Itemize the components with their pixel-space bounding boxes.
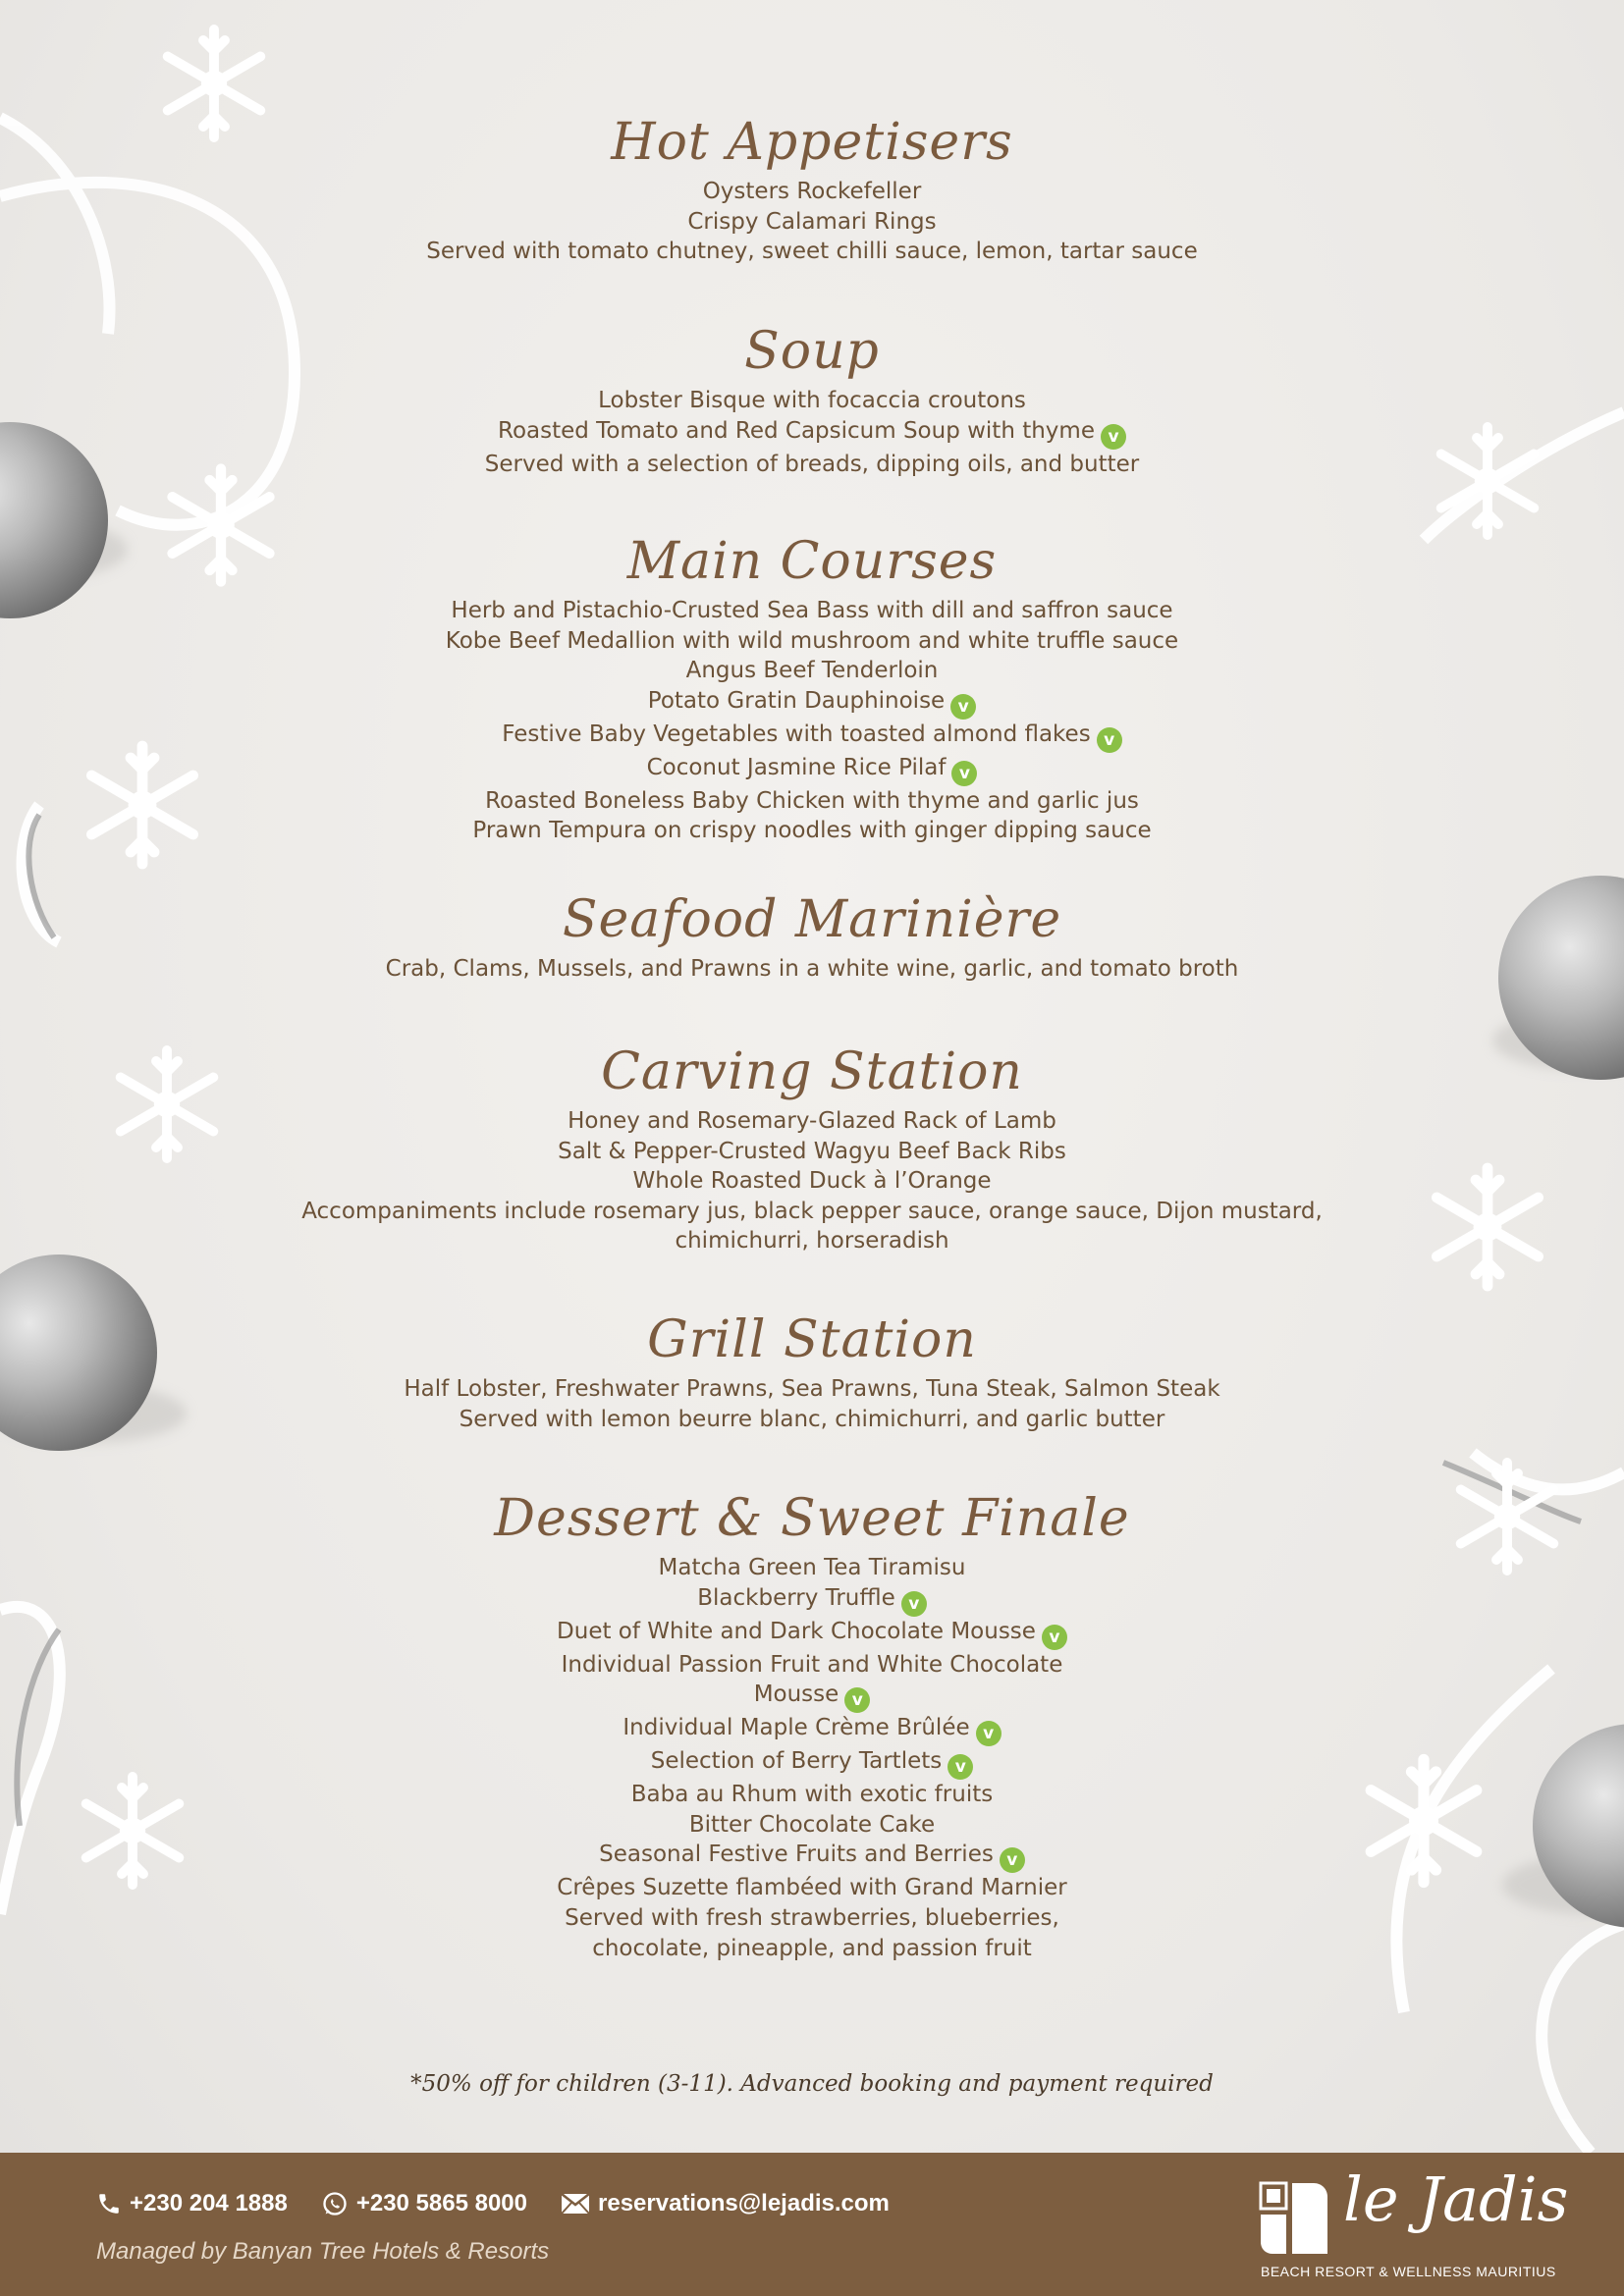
section-heading: Main Courses: [626, 532, 998, 591]
menu-item-text: Selection of Berry Tartlets: [650, 1748, 943, 1775]
section-heading: Soup: [744, 322, 880, 381]
phone-number: +230 204 1888: [130, 2190, 288, 2216]
menu-item: [223, 1553, 1401, 1583]
section-heading: Grill Station: [647, 1310, 977, 1369]
menu-item-text: Served with lemon beurre blanc, chimichurri, and garlic butter: [459, 1406, 1165, 1432]
menu-item-text: Seasonal Festive Fruits and Berries: [599, 1842, 994, 1868]
menu-item-text: Crab, Clams, Mussels, and Prawns in a white wine, garlic, and tomato broth: [385, 956, 1239, 982]
menu-item-text: Roasted Boneless Baby Chicken with thyme and garlic jus: [485, 787, 1139, 814]
whatsapp-number: +230 5865 8000: [355, 2190, 528, 2216]
menu-section: [223, 885, 1401, 985]
menu-item: [223, 386, 1401, 416]
menu-item-text: Bitter Chocolate Cake: [688, 1811, 936, 1838]
menu-item-text: Matcha Green Tea Tiramisu: [658, 1555, 966, 1580]
menu-item-text: Salt & Pepper-Crusted Wagyu Beef Back Ribs: [558, 1138, 1066, 1164]
menu-item-text: Lobster Bisque with focaccia croutons: [598, 388, 1026, 413]
menu-item: [223, 1840, 1401, 1873]
menu-item: [223, 1680, 1401, 1713]
menu-item-text: Angus Beef Tenderloin: [685, 658, 939, 684]
menu-item-text: Crispy Calamari Rings: [687, 208, 937, 235]
vegetarian-leaf-icon: v: [1000, 1847, 1025, 1873]
menu-item: [223, 1197, 1401, 1227]
menu-item: [223, 720, 1401, 753]
menu-item: [223, 1374, 1401, 1405]
menu-item: [223, 626, 1401, 657]
menu-item-text: Duet of White and Dark Chocolate Mousse: [557, 1618, 1036, 1644]
section-heading: Carving Station: [601, 1042, 1023, 1101]
menu-item: [223, 686, 1401, 720]
menu-item: [223, 1934, 1401, 1964]
menu-item: [223, 1137, 1401, 1167]
phone-icon: [96, 2191, 122, 2216]
menu-item: [223, 1810, 1401, 1841]
menu-item-text: Festive Baby Vegetables with toasted almond flakes: [502, 721, 1091, 747]
menu-item-text: Half Lobster, Freshwater Prawns, Sea Prawns, Tuna Steak, Salmon Steak: [404, 1376, 1220, 1402]
section-heading: Hot Appetisers: [611, 113, 1013, 172]
managed-by-text: Managed by Banyan Tree Hotels & Resorts: [96, 2238, 550, 2265]
logo-wordmark: le Jadis: [1343, 2163, 1569, 2235]
menu-item: [223, 1780, 1401, 1810]
vegetarian-leaf-icon: v: [950, 694, 976, 720]
menu-section: [223, 108, 1401, 267]
menu-item: [223, 450, 1401, 480]
menu-item-text: Potato Gratin Dauphinoise: [647, 687, 946, 714]
menu-section: [223, 1306, 1401, 1434]
menu-item-text: Served with tomato chutney, sweet chilli sauce, lemon, tartar sauce: [426, 239, 1198, 265]
phone-contact[interactable]: [96, 2190, 288, 2217]
menu-item-text: Prawn Tempura on crispy noodles with ginger dipping sauce: [472, 818, 1152, 844]
menu-item-text: Baba au Rhum with exotic fruits: [630, 1782, 994, 1808]
vegetarian-leaf-icon: v: [1101, 424, 1126, 450]
menu-item-text: Mousse: [753, 1682, 839, 1708]
menu-item-text: Crêpes Suzette flambéed with Grand Marnier: [557, 1875, 1067, 1901]
menu-section: [223, 317, 1401, 479]
vegetarian-leaf-icon: v: [844, 1687, 870, 1713]
menu-item-text: Blackberry Truffle: [697, 1584, 895, 1611]
menu-item: [223, 1650, 1401, 1681]
children-discount-note: *50% off for children (3-11). Advanced booking and payment required: [410, 2071, 1214, 2097]
menu-item: [223, 416, 1401, 450]
menu-item: [223, 1746, 1401, 1780]
email-address: reservations@lejadis.com: [598, 2190, 890, 2216]
menu-item-text: chimichurri, horseradish: [675, 1228, 949, 1255]
menu-item-text: Coconut Jasmine Rice Pilaf: [646, 754, 947, 780]
menu-item-text: Served with a selection of breads, dipping oils, and butter: [484, 451, 1140, 477]
vegetarian-leaf-icon: v: [947, 1754, 973, 1780]
menu-item-text: Honey and Rosemary-Glazed Rack of Lamb: [568, 1108, 1056, 1134]
menu-item: [223, 207, 1401, 238]
menu-item: [223, 1405, 1401, 1435]
whatsapp-contact[interactable]: [321, 2190, 527, 2217]
menu-item: [223, 1617, 1401, 1650]
menu-item: [223, 1873, 1401, 1903]
menu-item: [223, 753, 1401, 786]
menu-item: [223, 1583, 1401, 1617]
menu-item-text: Oysters Rockefeller: [702, 179, 922, 204]
vegetarian-leaf-icon: v: [976, 1721, 1001, 1746]
menu-item: [223, 596, 1401, 626]
vegetarian-leaf-icon: v: [1042, 1625, 1067, 1650]
menu-item: [223, 1903, 1401, 1934]
vegetarian-leaf-icon: v: [1097, 727, 1122, 753]
menu-item-text: Accompaniments include rosemary jus, black pepper sauce, orange sauce, Dijon mustard,: [301, 1198, 1323, 1224]
email-contact[interactable]: [561, 2190, 890, 2217]
menu-item: [223, 1166, 1401, 1197]
menu-item-text: Kobe Beef Medallion with wild mushroom and white truffle sauce: [445, 627, 1179, 654]
menu-item: [223, 1713, 1401, 1746]
menu-section: [223, 527, 1401, 846]
menu-item: [223, 786, 1401, 817]
menu-item-text: Roasted Tomato and Red Capsicum Soup with thyme: [498, 417, 1095, 444]
menu-item-text: chocolate, pineapple, and passion fruit: [592, 1935, 1032, 1961]
menu-item: [223, 954, 1401, 985]
menu-item-text: Individual Passion Fruit and White Chocolate: [561, 1651, 1063, 1678]
menu-item: [223, 1226, 1401, 1256]
menu-item-text: Herb and Pistachio-Crusted Sea Bass with dill and saffron sauce: [451, 598, 1173, 623]
section-heading: Dessert & Sweet Finale: [494, 1489, 1130, 1548]
menu-item: [223, 237, 1401, 267]
menu-item: [223, 1106, 1401, 1137]
whatsapp-icon: [321, 2190, 349, 2217]
menu-section: [223, 1484, 1401, 1963]
mail-icon: [561, 2193, 590, 2215]
vegetarian-leaf-icon: v: [951, 761, 977, 786]
vegetarian-leaf-icon: v: [901, 1591, 927, 1617]
menu-item: [223, 656, 1401, 686]
menu-item: [223, 177, 1401, 207]
logo-mark-icon: [1259, 2181, 1329, 2256]
menu-item-text: Individual Maple Crème Brûlée: [623, 1715, 970, 1741]
menu-section: [223, 1038, 1401, 1256]
le-jadis-logo: [1257, 2163, 1581, 2285]
logo-subtitle: BEACH RESORT & WELLNESS MAURITIUS: [1261, 2264, 1556, 2279]
section-heading: Seafood Marinière: [562, 890, 1062, 949]
contact-info: [96, 2190, 923, 2217]
menu-item: [223, 816, 1401, 846]
menu-item-text: Whole Roasted Duck à l’Orange: [632, 1168, 992, 1195]
menu-item-text: Served with fresh strawberries, blueberries,: [565, 1904, 1059, 1931]
